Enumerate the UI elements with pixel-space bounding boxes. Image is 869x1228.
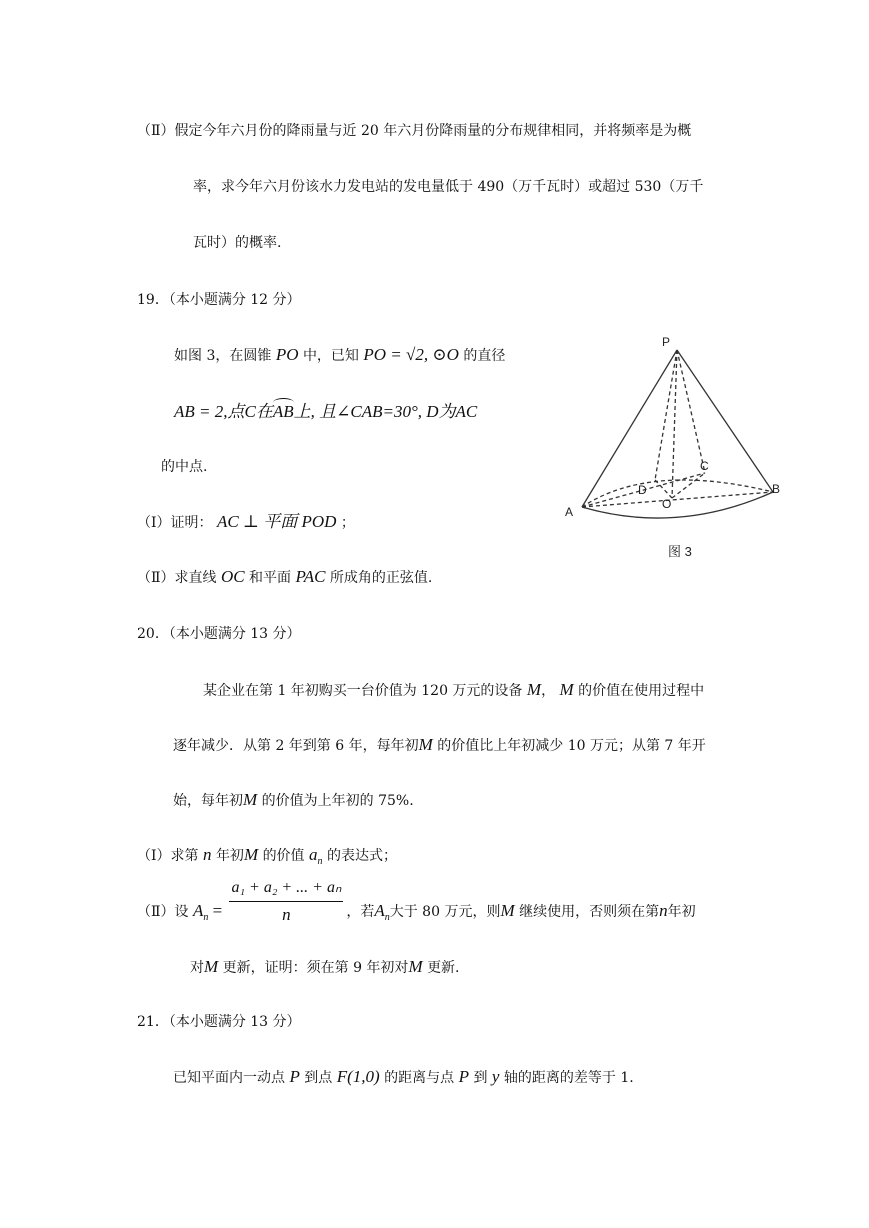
q20-An-symbol-2 [374, 901, 390, 923]
q20-An-symbol [192, 901, 209, 923]
q20-m-symbol-2: M [559, 680, 574, 699]
q20-m-symbol-4: M [243, 790, 258, 809]
q20-n-symbol-2: n [659, 901, 668, 920]
line-od [655, 480, 672, 498]
cone-figure [560, 330, 790, 565]
q20-part2-a: （Ⅱ）设 [137, 904, 189, 920]
q20-An-A: A [192, 901, 204, 920]
edge-pb [677, 350, 773, 492]
q20-an-a: a [309, 845, 318, 864]
q20-An2-sub: n [384, 912, 390, 923]
q20-part1-b: 年初 [215, 848, 244, 864]
q20-part1-d: 的表达式； [326, 848, 397, 864]
q20-part3-a: 对 [190, 960, 204, 976]
q21-line1-a: 已知平面内一动点 [173, 1070, 285, 1086]
figure-caption: 图 3 [668, 544, 692, 559]
q19-oc-symbol: OC [220, 567, 245, 586]
label-p: P [662, 335, 671, 349]
q20-line3-a: 始，每年初 [173, 793, 243, 809]
q21-line1-c: 的距离与点 [384, 1070, 455, 1086]
q19-intro-text-2: 中，已知 [302, 348, 359, 364]
q21-p-symbol-2: P [458, 1067, 470, 1086]
q20-m-symbol-7: M [204, 957, 219, 976]
q21-line1-d: 到 [473, 1070, 488, 1086]
line-pd [655, 350, 677, 480]
line-oc [672, 473, 705, 498]
q20-line2 [173, 735, 706, 756]
label-o: O [662, 497, 672, 511]
q20-line1-b: ， [541, 683, 556, 699]
q19-part2-label: （Ⅱ）求直线 [137, 570, 217, 586]
q19-line2-a: AB = 2,点C在 [174, 402, 273, 421]
q21-line1-b: 到点 [304, 1070, 333, 1086]
q19-line2 [174, 402, 477, 423]
q20-m-symbol-5: M [243, 845, 259, 864]
q20-part3-b: 更新，证明：须在第 9 年初对 [222, 960, 409, 976]
q21-line1 [173, 1067, 634, 1088]
q21-p-symbol-1: P [289, 1067, 300, 1086]
label-b: B [772, 482, 781, 496]
q20-m-symbol-1: M [526, 680, 542, 699]
q20-line1 [203, 680, 704, 701]
q21-header: 21．（本小题满分 13 分） [137, 1014, 301, 1030]
q20-line2-b: 的价值比上年初减少 10 万元；从第 7 年开 [437, 738, 706, 754]
q19-pac-symbol: PAC [295, 567, 326, 586]
q20-m-symbol-3: M [418, 735, 433, 754]
q19-po-symbol: PO [275, 345, 299, 364]
q19-part1-end: ； [340, 515, 355, 531]
q21-y-symbol: y [491, 1067, 500, 1086]
q20-part1-c: 的价值 [262, 848, 305, 864]
q20-part2-e: 年初 [667, 904, 696, 920]
q19-line3: 的中点. [161, 459, 208, 475]
q20-part2: （Ⅱ）设 $A_n$ = $\frac{\text{a₁ + a₂ + ... + aₙ}}{n}$ ，若$A_n$大于 80 万元，则M 继续使用，否则须在第n年初 [137, 878, 696, 924]
q19-part1-label: （Ⅰ）证明： [137, 515, 213, 531]
q21-line1-e: 轴的距离的差等于 1. [503, 1070, 634, 1086]
q20-frac-den: n [282, 904, 291, 924]
q19-intro-text-1: 如图 3，在圆锥 [174, 348, 272, 364]
q20-part3-c: 更新. [427, 960, 460, 976]
q20-part2-c: 大于 80 万元，则 [389, 904, 501, 920]
q19-arc-ab: AB [272, 402, 294, 421]
q20-m-symbol-6: M [500, 901, 515, 920]
q19-part1 [137, 512, 355, 533]
q20-line1-c: 的价值在使用过程中 [578, 683, 705, 699]
q20-part2-b: ，若 [346, 904, 375, 920]
q20-mean-fraction [229, 877, 343, 926]
q18-part2-line3: 瓦时）的概率. [193, 235, 282, 251]
q18-part2-line1: （Ⅱ）假定今年六月份的降雨量与近 20 年六月份降雨量的分布规律相同，并将频率是为概 [137, 123, 692, 139]
q20-part2-line2 [190, 957, 460, 978]
q20-n-symbol-1: n [202, 845, 212, 864]
q19-po-equation: PO = √2, ⊙O [363, 345, 459, 364]
q20-line3-b: 的价值为上年初的 75%. [261, 793, 414, 809]
q20-line2-a: 逐年减少．从第 2 年到第 6 年，每年初 [173, 738, 419, 754]
q19-part2-end: 所成角的正弦值. [329, 570, 433, 586]
q20-An2-A: A [374, 901, 385, 920]
q20-part2-d: 继续使用，否则须在第 [519, 904, 660, 920]
label-a: A [565, 505, 574, 519]
q20-line3 [173, 790, 414, 811]
q20-frac-num: a₁ + a₂ + ... + aₙ [229, 877, 343, 902]
q19-line2-b: 上, 且∠CAB=30°, D为AC [293, 402, 478, 421]
label-c: C [700, 459, 709, 473]
q20-An-sub: n [203, 912, 209, 923]
q20-header: 20．（本小题满分 13 分） [137, 626, 301, 642]
q20-part1-a: （Ⅰ）求第 [137, 848, 199, 864]
q19-part2-mid: 和平面 [249, 570, 292, 586]
q19-intro-text-3: 的直径 [463, 348, 506, 364]
edge-pa [582, 350, 677, 507]
label-d: D [638, 483, 647, 497]
q19-intro-line [174, 345, 505, 366]
q20-an-symbol [309, 845, 323, 867]
q21-f-point: F(1,0) [336, 1067, 380, 1086]
q19-part2 [137, 567, 432, 588]
q20-part1 [137, 845, 397, 872]
line-pc [677, 350, 705, 473]
q19-part1-math: AC ⊥ 平面 POD [216, 512, 337, 531]
q20-an-sub: n [317, 856, 323, 867]
q19-header: 19．（本小题满分 12 分） [137, 292, 301, 308]
q18-part2-line2: 率，求今年六月份该水力发电站的发电量低于 490（万千瓦时）或超过 530（万千 [193, 179, 704, 195]
q20-m-symbol-8: M [408, 957, 423, 976]
q20-line1-a: 某企业在第 1 年初购买一台价值为 120 万元的设备 [203, 683, 523, 699]
